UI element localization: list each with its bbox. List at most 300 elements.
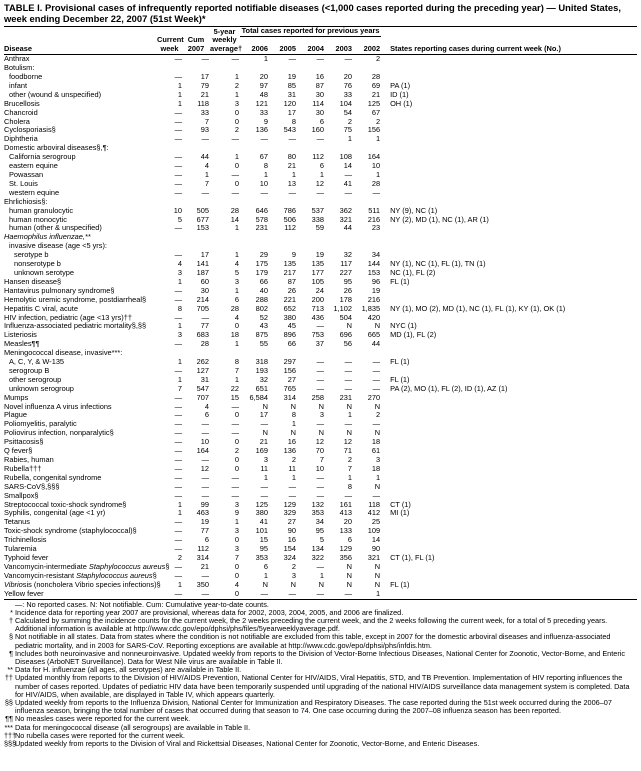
year-cell: 45 [287,321,296,331]
year-cell: 314 [283,392,296,402]
avg-cell: 28 [230,303,239,313]
avg-cell: 2 [234,125,239,135]
cum-cell: — [201,312,209,322]
year-cell: N [262,428,268,438]
footnote-mark: * [10,607,13,617]
year-cell: 506 [283,214,296,224]
avg-cell: 22 [230,383,239,393]
disease-name: Powassan [9,170,44,179]
disease-name: Vibriosis (noncholera Vibrio species infections)§ [4,579,161,589]
footnote-text: Updated weekly from reports to the Division of Viral and Rickettsial Diseases, National Center for Zoonotic, Vector-Borne, and Enteric Diseases. [15,738,480,748]
disease-header: Disease [4,36,157,54]
year-cell: 120 [283,98,296,108]
year-cell: 55 [259,339,268,349]
cum-cell: 6 [204,410,209,420]
states-cell: NC (1), FL (2) [390,267,436,277]
year-cell: 134 [311,544,324,554]
cum-cell: 93 [200,125,209,135]
year-cell: 20 [343,72,352,82]
five-year-avg-header-top: 5-year [210,27,240,37]
states-cell [381,118,637,127]
states-cell: FL (1) [390,374,410,384]
year-cell: 1 [263,170,268,179]
cum-cell: 30 [200,285,209,295]
year-cell: 8 [291,116,296,126]
disease-name: Hemolytic uremic syndrome, postdiarrheal§ [4,294,147,304]
disease-name: nonserotype b [14,259,61,269]
avg-cell: 0 [234,535,239,545]
year-cell: 129 [339,544,352,554]
states-cell [381,233,637,242]
cum-cell: — [201,570,209,580]
year-cell: 13 [287,178,296,188]
disease-name: invasive disease (age <5 yrs): [9,241,107,251]
disease-name: Meningococcal disease, invasive***: [4,348,123,358]
year-cell: — [344,187,352,197]
year-cell: 1 [319,570,324,580]
footnote-text: Not notifiable in all states. Data from states where the condition is not notifiable are excluded from this table, except in 2007 for the domestic arboviral diseases and influenza-associated pediatric mortality, and in 2003 for SARS-CoV. Reporting exceptions are available at http://www.cdc.gov/epo/dphsi/phs/infdis.htm. [15,632,611,650]
year-cell: N [374,561,381,571]
current-week-cell: — [174,561,182,571]
year-cell: 786 [283,205,296,215]
states-cell [381,572,637,581]
current-week-cell: — [174,392,182,402]
cum-cell: 10 [200,437,209,447]
year-cell: 169 [255,446,268,456]
year-cell: 19 [315,250,324,260]
year-cell: 12 [343,437,352,447]
cum-cell: 153 [196,223,209,233]
disease-name: Haemophilus influenzae,** [4,232,91,242]
year-cell: N [262,579,268,589]
avg-cell: 0 [234,437,239,447]
year-cell: 6 [263,561,268,571]
current-week-cell: — [174,294,182,304]
footnote-mark: § [8,632,13,642]
year-cell: 9 [291,250,296,260]
avg-cell: 7 [234,365,239,375]
current-week-cell: 1 [177,499,182,509]
cum-cell: — [201,187,209,197]
avg-cell: — [231,481,239,491]
avg-cell: — [231,134,239,144]
disease-name: Chancroid [4,107,38,117]
year-cell: 356 [339,552,352,562]
year-cell: 2 [375,116,381,126]
year-cell: 16 [287,437,296,447]
year-cell: 17 [259,410,268,420]
states-cell [381,189,637,198]
states-cell [381,64,637,73]
year-cell: 66 [287,339,296,349]
year-cell: 6 [319,116,324,126]
year-cell: 135 [311,259,324,269]
cum-cell: 118 [197,98,209,108]
year-cell: — [260,490,268,500]
year-cell: 97 [259,80,268,90]
year-cell: 164 [367,152,381,162]
footnote-mark: ** [7,665,13,675]
footnote-mark: §§§ [4,738,17,748]
year-cell: 258 [311,392,324,402]
avg-cell: 28 [230,205,239,215]
year-cell: 216 [367,294,381,304]
states-cell [381,171,637,180]
year-cell: 95 [259,544,268,554]
avg-cell: — [231,428,239,438]
year-cell: 52 [259,312,268,322]
year-cell: — [316,54,324,64]
year-cell: 95 [343,276,352,286]
avg-cell: 3 [234,544,239,554]
year-cell: 15 [259,535,268,545]
states-cell: CT (1) [390,499,411,509]
cum-cell: 214 [196,294,209,304]
cum-cell: — [201,54,209,64]
current-week-cell: 5 [177,214,182,224]
footnote-text: No rubella cases were reported for the current week. [15,730,185,740]
year-cell: 8 [347,481,352,491]
year-cell: 118 [368,499,381,509]
year-cell: — [260,481,268,491]
year-cell: 28 [371,178,381,188]
year-cell: 353 [311,508,324,518]
disease-name: western equine [9,187,60,197]
year-cell: 178 [339,294,352,304]
year-cell: 1 [319,170,324,179]
current-week-cell: 1 [177,357,182,367]
current-week-cell: 1 [177,80,182,90]
cum-cell: 31 [200,374,209,384]
year-cell: — [344,374,352,384]
year-cell: 26 [343,285,352,295]
disease-name: Tularemia [4,544,37,554]
year-cell: 1 [263,472,268,482]
avg-cell: 4 [234,259,239,269]
year-cell: — [288,481,296,491]
current-week-cell: — [174,170,182,179]
year-cell: 270 [367,392,381,402]
current-week-cell: — [174,570,182,580]
cum-cell: 262 [196,357,209,367]
year-cell: 1 [353,590,381,599]
year-cell: 18 [371,463,381,473]
year-cell: — [372,374,381,384]
disease-name: Cholera [4,116,30,126]
avg-cell: 1 [234,72,239,82]
year-cell: 578 [255,214,268,224]
states-cell [381,144,637,153]
year-cell: 380 [283,312,296,322]
year-cell: 297 [283,357,296,367]
year-cell: 353 [255,552,268,562]
year-cell: 112 [312,152,324,162]
current-week-cell: — [174,463,182,473]
year-cell: 10 [371,161,381,171]
year-cell: 231 [255,223,268,233]
year-cell: 217 [283,267,296,277]
avg-cell: 1 [234,517,239,527]
current-week-cell: 1 [177,276,182,286]
current-week-cell: — [174,161,182,171]
year-cell: 651 [255,383,268,393]
year-cell: N [290,401,296,411]
year-cell: 322 [311,552,324,562]
current-week-cell: — [174,446,182,456]
states-cell [381,420,637,429]
current-week-cell: — [174,428,182,438]
year-cell: 1 [375,472,381,482]
table-row [4,224,637,233]
states-cell [381,349,637,358]
year-cell: 76 [343,80,352,90]
year-cell: 1 [291,170,296,179]
current-week-header: Current week [157,35,184,54]
states-cell [381,447,637,456]
avg-cell: 9 [234,508,239,518]
year-cell: 1,102 [333,303,352,313]
year-cell: 66 [259,276,268,286]
footnote-mark: *** [4,722,13,732]
year-cell: N [346,321,352,331]
footnote-mark: ††† [4,730,17,740]
year-cell: N [262,401,268,411]
cum-cell: 112 [197,544,209,554]
states-cell: PA (2), MO (1), FL (2), ID (1), AZ (1) [390,383,508,393]
year-cell: — [316,383,324,393]
year-cell: 19 [371,285,381,295]
year-cell: 33 [259,107,268,117]
year-cell: — [344,490,352,500]
year-cell: 154 [283,544,296,554]
current-week-cell: — [174,535,182,545]
cum-cell: — [201,455,209,464]
disease-name: Toxic-shock syndrome (staphylococcal)§ [4,526,137,536]
year-cell: 132 [311,499,324,509]
year-cell: 144 [367,259,381,269]
states-cell [381,242,637,251]
states-cell [381,492,637,501]
year-cell: 30 [315,107,324,117]
year-cell: 21 [371,89,381,99]
year-cell: — [372,365,381,375]
disease-name: Novel influenza A virus infections [4,401,112,411]
avg-cell: 6 [234,294,239,304]
year-cell: 6 [347,535,352,545]
footnote [4,674,637,699]
states-cell [381,394,637,403]
states-cell [381,590,637,599]
states-header: States reporting cases during current week (No.) [381,36,637,54]
disease-name: Cyclosporiasis§ [4,125,56,135]
year-cell: 231 [339,392,352,402]
year-cell: 1 [263,54,268,64]
current-week-cell: — [174,134,182,144]
year-cell: 20 [259,72,268,82]
year-cell: 37 [315,339,324,349]
year-cell: 1 [347,134,352,144]
year-cell: 11 [288,463,296,473]
year-cell: 6 [319,161,324,171]
disease-name: Plague [4,410,28,420]
year-cell: 338 [311,214,324,224]
avg-cell: 5 [234,267,239,277]
cum-cell: — [183,590,210,599]
year-cell: 802 [255,303,268,313]
year-cell: 44 [371,339,381,349]
current-week-cell: — [174,339,182,349]
current-week-cell: — [174,544,182,554]
footnote-text: Calculated by summing the incidence counts for the current week, the 2 weeks preceding the current week, and the 2 weeks following the current week, for a total of 5 preceding years. Additional information is available at http://www.cdc.gov/epo/dphsi/phs/files/5yearweeklyaverage.pdf. [15,615,608,634]
avg-cell: 3 [234,98,239,108]
avg-cell: — [231,472,239,482]
states-cell [381,438,637,447]
year-cell: 69 [371,80,381,90]
cum-cell: 7 [204,178,209,188]
year-cell: 32 [343,250,352,260]
year-cell: 324 [283,552,296,562]
year-cell [269,233,297,242]
cum-cell: 77 [200,321,209,331]
disease-table-body [4,55,637,599]
avg-cell: 0 [234,561,239,571]
cum-cell: 4 [204,161,209,171]
year-cell: 1 [263,570,268,580]
year-cell: N [290,579,296,589]
year-cell: 875 [255,330,268,340]
current-week-cell: 7 [177,383,182,393]
year-cell: 436 [311,312,324,322]
year-cell: 34 [315,517,324,527]
year-cell: 8 [263,161,268,171]
avg-cell: 14 [230,214,239,224]
cum-cell: 4 [204,401,209,411]
cum-cell: — [201,481,209,491]
current-week-cell: — [174,72,182,82]
avg-cell: 0 [234,570,239,580]
year-cell: 85 [287,80,296,90]
year-cell: N [374,579,381,589]
states-cell [381,224,637,233]
year-cell: 646 [255,205,268,215]
footnote [4,633,637,649]
year-cell: 10 [259,178,268,188]
year-cell: 70 [315,446,324,456]
year-cell: — [316,374,324,384]
cum-cell: 127 [196,365,209,375]
states-cell [381,483,637,492]
year-cell: 10 [315,463,324,473]
disease-name: Anthrax [4,54,30,64]
cum-cell: 1 [204,170,209,179]
cum-cell: 12 [200,463,209,473]
year-cell: 112 [284,223,296,233]
table-row [4,189,637,198]
year-cell: 87 [315,80,324,90]
year-cell: 412 [367,508,381,518]
year-cell: 135 [283,259,296,269]
cum-cell: 463 [196,508,209,518]
year-cell: — [316,187,324,197]
disease-name: Domestic arboviral diseases§,¶: [4,143,109,153]
year-cell: 109 [367,526,381,536]
year-cell: 129 [283,499,296,509]
year-cell: — [316,481,324,491]
cum-cell: — [201,428,209,438]
states-cell: NY (9), NC (1) [390,205,438,215]
avg-cell: 8 [234,357,239,367]
current-week-cell: — [174,250,182,260]
year-cell: N [374,570,381,580]
year-cell: 156 [367,125,381,135]
year-cell: 27 [287,517,296,527]
disease-name: serogroup B [9,365,50,375]
avg-cell: 2 [234,80,239,90]
current-week-cell: — [174,526,182,536]
disease-name: Measles¶¶ [4,339,40,349]
cum-cell: 187 [196,267,209,277]
current-week-cell: — [174,437,182,447]
year-cell: 753 [311,330,324,340]
five-year-avg-header: weekly average† [210,35,243,54]
year-cell: 1 [375,134,381,144]
current-week-cell: — [174,472,182,482]
disease-name: unknown serogroup [9,383,74,393]
footnote-text: Incidence data for reporting year 2007 are provisional, whereas data for 2002, 2003, 2004, 2005, and 2006 are finalized. [15,607,404,617]
cum-cell: 60 [200,276,209,286]
year-cell: 9 [263,116,268,126]
footnote-text: Includes both neuroinvasive and nonneuroinvasive. Updated weekly from reports to the Division of Vector-Borne Infectious Diseases, National Center for Zoonotic, Vector-Borne, and Enteric Diseases (ArboNET Surveillance). Data for West Nile virus are available in Table II. [15,648,626,666]
year-cell: 8 [291,410,296,420]
year-cell: N [290,428,296,438]
year-cell: N [346,428,352,438]
year-cell: 3 [263,455,268,464]
current-week-cell: — [174,107,182,117]
avg-cell: — [231,54,239,64]
cum-cell [183,233,210,242]
cum-cell: — [201,472,209,482]
states-cell: PA (1) [390,80,411,90]
year-cell: 1,835 [361,303,381,313]
disease-name: Poliomyelitis, paralytic [4,419,77,429]
year-cell: 27 [287,374,296,384]
year-cell: 20 [343,517,352,527]
year-cell: 21 [287,161,296,171]
disease-table [4,26,637,600]
year-cell: N [318,401,324,411]
year-cell [353,233,381,242]
year-cell: — [316,561,324,571]
states-cell [381,403,637,412]
states-cell [381,465,637,474]
year-cell: 3 [291,570,296,580]
cum-cell: 141 [196,259,209,269]
year-cell: 160 [311,125,324,135]
cum-cell: — [201,419,209,429]
current-week-cell: — [174,116,182,126]
year-cell: 179 [255,267,268,277]
states-cell [381,474,637,483]
year-cell: 32 [259,374,268,384]
year-cell: 2 [347,455,352,464]
year-cell: — [372,383,381,393]
disease-name: foodborne [9,72,43,82]
cum-cell: 79 [200,80,209,90]
states-cell: CT (1), FL (1) [390,552,435,562]
year-cell [325,233,353,242]
disease-name: Diphtheria [4,134,38,144]
year-cell: — [288,54,296,64]
